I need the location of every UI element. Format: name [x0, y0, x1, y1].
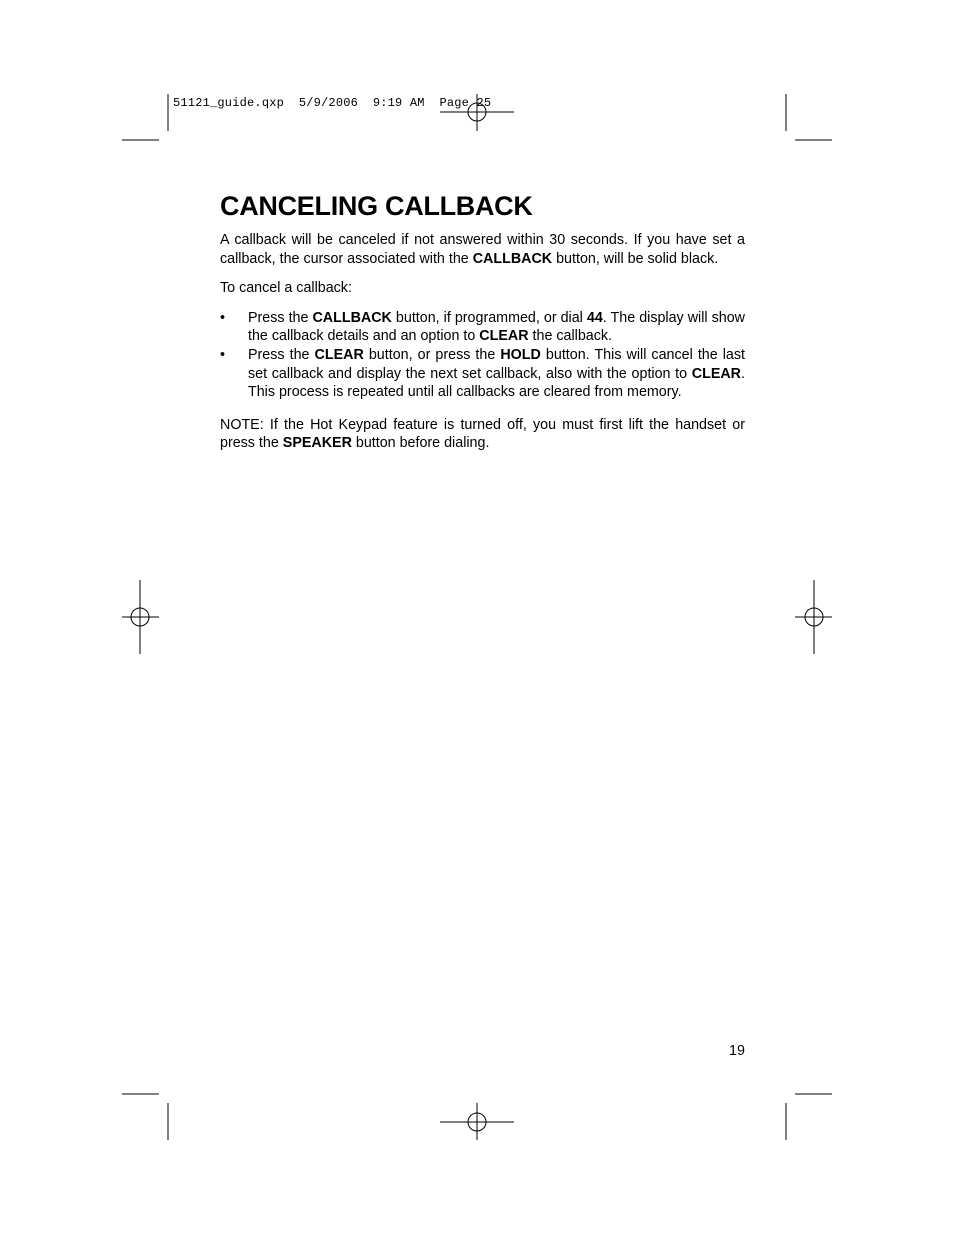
step1-text-4: the callback. [528, 328, 612, 345]
bullet-icon: • [220, 346, 226, 363]
lead-paragraph: To cancel a callback: [220, 280, 352, 297]
step2-clear-keyword: CLEAR [314, 346, 364, 363]
note-text-2: button before dialing. [351, 435, 490, 452]
steps-list [220, 309, 745, 402]
page-number: 19 [729, 1043, 745, 1059]
intro-text-2: button, will be solid black. [552, 250, 719, 267]
step1-dial-code: 44 [586, 309, 603, 326]
step1-text-3: . The display will show the callback details and an option to [248, 309, 745, 345]
page-content [220, 190, 745, 453]
step2-text-2: button, or press the [363, 346, 501, 363]
registration-mark-bottom [440, 1103, 514, 1140]
bullet-icon: • [220, 309, 226, 326]
intro-text-1: A callback will be canceled if not answered within 30 seconds. If you have set a callback, the cursor associated with the [220, 232, 745, 267]
intro-paragraph [220, 231, 745, 268]
step1-clear-keyword: CLEAR [479, 328, 529, 345]
note-paragraph [220, 416, 745, 453]
step2-text-3: button. This will cancel the last set callback and display the next set callback, also with the option to [248, 346, 745, 382]
note-text-1: NOTE: If the Hot Keypad feature is turned off, you must first lift the handset or press the [220, 416, 745, 452]
step2-text-1: Press the [248, 346, 315, 363]
registration-mark-top [440, 94, 514, 131]
step2-clear-keyword-2: CLEAR [691, 365, 742, 382]
intro-callback-keyword: CALLBACK [472, 250, 553, 267]
registration-mark-right [795, 580, 832, 654]
page-title: CANCELING CALLBACK [220, 191, 533, 221]
step1-text-2: button, if programmed, or dial [391, 309, 587, 326]
step2-text-4: . This process is repeated until all callbacks are cleared from memory. [248, 365, 745, 401]
list-item [220, 309, 745, 346]
registration-mark-left [122, 580, 159, 654]
step1-callback-keyword: CALLBACK [312, 309, 392, 326]
step2-hold-keyword: HOLD [500, 346, 541, 363]
file-slug: 51121_guide.qxp 5/9/2006 9:19 AM Page 25 [173, 96, 492, 110]
note-speaker-keyword: SPEAKER [282, 435, 352, 452]
list-item [220, 346, 745, 402]
step1-text-1: Press the [248, 309, 313, 326]
